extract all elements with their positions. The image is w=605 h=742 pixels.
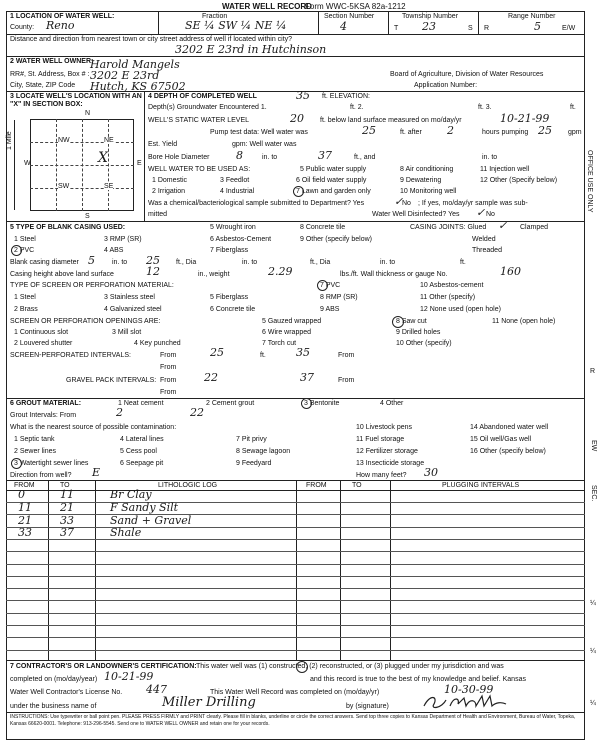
contamination-label: What is the nearest source of possible contamination: — [10, 424, 177, 431]
completed-label: completed on (mo/day/year) — [10, 676, 98, 683]
township-s: S — [468, 25, 473, 32]
sample-mark: ✓ — [394, 195, 404, 208]
bore-label: Bore Hole Diameter — [148, 154, 210, 161]
contam-abandoned[interactable]: 14 Abandoned water well — [470, 424, 549, 431]
log-rule — [6, 551, 585, 552]
screen-abs[interactable]: 9 ABS — [320, 306, 340, 313]
log-row-from[interactable]: 0 — [18, 488, 25, 501]
contam-cess[interactable]: 5 Cess pool — [120, 448, 157, 455]
blank-to-value[interactable]: 25 — [146, 254, 160, 267]
contam-insecticide[interactable]: 13 Insecticide storage — [356, 460, 425, 467]
screen-asbestos[interactable]: 10 Asbestos-cement — [420, 282, 484, 289]
form-title: WATER WELL RECORD — [222, 2, 312, 11]
perf-to-value[interactable]: 35 — [296, 346, 310, 359]
business-label: under the business name of — [10, 703, 97, 710]
depth-value[interactable]: 35 — [296, 89, 310, 102]
quadrant-sw: SW — [58, 183, 70, 190]
log-litho-header: LITHOLOGIC LOG — [158, 482, 218, 489]
gravel-label: GRAVEL PACK INTERVALS: — [66, 377, 157, 384]
form-number: Form WWC-5 — [305, 2, 354, 11]
use-feedlot[interactable]: 3 Feedlot — [220, 177, 250, 184]
ft-and-label: ft., and — [354, 154, 376, 161]
disinfected-label: Water Well Disinfected? Yes — [372, 211, 460, 218]
contam-lateral[interactable]: 4 Lateral lines — [120, 436, 164, 443]
opening-wire[interactable]: 6 Wire wrapped — [262, 329, 312, 336]
blank-dia-value[interactable]: 5 — [88, 254, 95, 267]
opening-key[interactable]: 4 Key punched — [134, 340, 181, 347]
log-row-desc[interactable]: Sand + Gravel — [110, 514, 192, 527]
blank-dia2-label: ft., Dia — [176, 259, 197, 266]
log-rule — [6, 600, 585, 601]
county-label: County: — [10, 24, 35, 31]
perf-from3-label: From — [160, 364, 177, 371]
pump-gpm[interactable]: 25 — [538, 124, 552, 137]
screen-pvc-circle — [317, 280, 328, 291]
casing-asbestos[interactable]: 6 Asbestos-Cement — [210, 236, 272, 243]
fraction-label: Fraction — [202, 13, 228, 20]
sample-question: Was a chemical/bacteriological sample submitted to Department? Yes — [148, 200, 365, 207]
grout-bentonite[interactable]: 3 Bentonite — [304, 400, 340, 407]
owner-value[interactable]: Harold Mangels — [90, 58, 180, 71]
blank-dia3-label: ft., Dia — [310, 259, 331, 266]
gravel-from-value[interactable]: 22 — [204, 371, 218, 384]
log-rule — [6, 613, 585, 614]
range-label: Range Number — [508, 13, 556, 20]
log-row-from[interactable]: 33 — [18, 526, 32, 539]
range-ew: E/W — [562, 25, 576, 32]
gpm-label: gpm — [568, 129, 582, 136]
use-oilfield[interactable]: 6 Oil field water supply — [296, 177, 367, 184]
signature — [420, 692, 510, 712]
opening-louvered[interactable]: 2 Louvered shutter — [14, 340, 73, 347]
log-rule — [6, 539, 585, 540]
use-monitoring[interactable]: 10 Monitoring well — [400, 188, 457, 195]
log-rule — [6, 527, 585, 528]
contam-lagoon[interactable]: 8 Sewage lagoon — [236, 448, 291, 455]
compass-w: W — [24, 160, 31, 167]
section-1-label: 1 LOCATION OF WATER WELL: — [10, 13, 115, 20]
screen-steel[interactable]: 1 Steel — [14, 294, 36, 301]
after-label: ft. after — [400, 129, 422, 136]
plug-header: PLUGGING INTERVALS — [442, 482, 520, 489]
log-rule — [6, 564, 585, 565]
casing-wrought[interactable]: 5 Wrought iron — [210, 224, 256, 231]
use-irrigation[interactable]: 2 Irrigation — [152, 188, 186, 195]
wall-value[interactable]: 160 — [500, 265, 521, 278]
section-number-label: Section Number — [324, 13, 375, 20]
quadrant-ne: NE — [104, 137, 114, 144]
sawcut-circle — [392, 316, 404, 328]
casing-fiberglass[interactable]: 7 Fiberglass — [210, 247, 249, 254]
opening-sawcut[interactable]: 8 Saw cut — [396, 318, 427, 325]
pump-test-label: Pump test data: Well water was — [210, 129, 308, 136]
grout-neat[interactable]: 1 Neat cement — [118, 400, 164, 407]
contam-other[interactable]: 16 Other (specify below) — [470, 448, 546, 455]
weight-value[interactable]: 2.29 — [268, 265, 293, 278]
in-to-label: in. to — [262, 154, 278, 161]
opening-drilled[interactable]: 9 Drilled holes — [396, 329, 441, 336]
casing-abs[interactable]: 4 ABS — [104, 247, 124, 254]
in-to2-label: in. to — [482, 154, 498, 161]
threaded-label[interactable]: Threaded — [472, 247, 502, 254]
city-value[interactable]: Hutch, KS 67502 — [90, 80, 186, 93]
blank-ft: ft. — [460, 259, 466, 266]
contam-seepage[interactable]: 6 Seepage pit — [120, 460, 164, 467]
mitted-label: mitted — [148, 211, 168, 218]
watertight-circle — [11, 458, 22, 469]
address-label: RR#, St. Address, Box # : — [10, 71, 90, 78]
sample-no[interactable]: No — [402, 200, 411, 207]
log-rule — [6, 502, 585, 503]
screen-none[interactable]: 12 None used (open hole) — [420, 306, 501, 313]
compass-n: N — [85, 110, 91, 117]
static-level-value[interactable]: 20 — [290, 112, 304, 125]
pvc-circle — [11, 245, 22, 256]
license-label: Water Well Contractor's License No. — [10, 689, 123, 696]
distance-value[interactable]: 3202 E 23rd in Hutchinson — [175, 43, 327, 56]
opening-gauzed[interactable]: 5 Gauzed wrapped — [262, 318, 322, 325]
side-ew: EW — [590, 440, 597, 452]
plug-to-header: TO — [352, 482, 362, 489]
wall-label: lbs./ft. Wall thickness or gauge No. — [340, 271, 448, 278]
section-6-label: 6 GROUT MATERIAL: — [10, 400, 82, 407]
license-value[interactable]: 447 — [146, 683, 167, 696]
log-rule — [6, 625, 585, 626]
record-label: This Water Well Record was completed on (mo/day/yr) — [210, 689, 380, 696]
screen-other[interactable]: 11 Other (specify) — [420, 294, 476, 301]
quadrant-se: SE — [104, 183, 114, 190]
height-value[interactable]: 12 — [146, 265, 160, 278]
side-r: R — [590, 368, 596, 375]
contam-watertight[interactable]: 3 Watertight sewer lines — [14, 460, 89, 467]
log-rule — [6, 637, 585, 638]
log-row-from[interactable]: 11 — [18, 501, 32, 514]
signature-label: by (signature) — [346, 703, 389, 710]
side-sec: SEC. — [590, 485, 597, 502]
static-mid-label: ft. below land surface measured on mo/day/yr — [320, 117, 462, 124]
contam-sewer[interactable]: 2 Sewer lines — [14, 448, 57, 455]
lawn-circle — [293, 186, 304, 197]
log-row-from[interactable]: 21 — [18, 514, 32, 527]
screen-rmp[interactable]: 8 RMP (SR) — [320, 294, 358, 301]
constructed-circle — [296, 661, 308, 673]
static-level-label: WELL'S STATIC WATER LEVEL — [148, 117, 250, 124]
groundwater-label: Depth(s) Groundwater Encountered 1. — [148, 104, 267, 111]
howmany-value[interactable]: 30 — [424, 466, 438, 479]
completed-value[interactable]: 10-21-99 — [104, 670, 154, 683]
county-value[interactable]: Reno — [46, 19, 75, 32]
contam-fertilizer[interactable]: 12 Fertilizer storage — [356, 448, 418, 455]
openings-label: SCREEN OR PERFORATION OPENINGS ARE: — [10, 318, 161, 325]
contam-oilgas[interactable]: 15 Oil well/Gas well — [470, 436, 532, 443]
office-use-label: OFFICE USE ONLY — [586, 150, 593, 213]
record-date-value[interactable]: 10-30-99 — [444, 683, 494, 696]
section-5-label: 5 TYPE OF BLANK CASING USED: — [10, 224, 126, 231]
gravel-from2-label: From — [338, 377, 355, 384]
use-domestic[interactable]: 1 Domestic — [152, 177, 188, 184]
opening-none[interactable]: 11 None (open hole) — [492, 318, 556, 325]
cert-text-2: and this record is true to the best of my knowledge and belief. Kansas — [310, 676, 526, 683]
screen-concrete[interactable]: 6 Concrete tile — [210, 306, 256, 313]
weight-label: in., weight — [198, 271, 230, 278]
glued-mark: ✓ — [498, 219, 508, 232]
section-4-label: 4 DEPTH OF COMPLETED WELL — [148, 93, 257, 100]
perf-from-value[interactable]: 25 — [210, 346, 224, 359]
use-injection[interactable]: 11 Injection well — [480, 166, 530, 173]
cert-text-1: This water well was (1) constructed, (2) reconstructed, or (3) plugged under my jurisdiction and was — [196, 663, 504, 670]
contam-fuel[interactable]: 11 Fuel storage — [356, 436, 405, 443]
grout-from-value[interactable]: 2 — [116, 406, 123, 419]
perf-from-label: From — [160, 352, 177, 359]
section-2-label: 2 WATER WELL OWNER: — [10, 58, 94, 65]
log-row-to[interactable]: 11 — [60, 488, 74, 501]
opening-mill[interactable]: 3 Mill slot — [112, 329, 142, 336]
location-mark: X — [98, 150, 108, 166]
screen-galvanized[interactable]: 4 Galvanized steel — [104, 306, 162, 313]
grout-other[interactable]: 4 Other — [380, 400, 404, 407]
casing-rmp[interactable]: 3 RMP (SR) — [104, 236, 142, 243]
instructions: INSTRUCTIONS: Use typewriter or ball point pen. PLEASE PRESS FIRMLY and PRINT clearly. Please fill in blanks, underline or circle the correct answers. Send top three copies to Kansas Department of Health and Environment, Bureau of Water, Topeka, Kansas 66620-0001. Telephone: 913-296-5545. Send one to WATER WELL OWNER and retain one for your records. — [10, 714, 576, 727]
log-row-desc[interactable]: Shale — [110, 526, 142, 539]
township-t: T — [394, 25, 399, 32]
groundwater-3: ft. 3. — [478, 104, 492, 111]
section-3-label: 3 LOCATE WELL'S LOCATION WITH AN "X" IN SECTION BOX: — [10, 93, 142, 108]
compass-s: S — [85, 213, 90, 220]
blank-in-to3: in. to — [380, 259, 396, 266]
range-value[interactable]: 5 — [534, 20, 541, 33]
fraction-value[interactable]: SE ¼ SW ¼ NE ¼ — [185, 19, 287, 32]
use-public[interactable]: 5 Public water supply — [300, 166, 367, 173]
elevation-label: ft. ELEVATION: — [322, 93, 370, 100]
contam-feedyard[interactable]: 9 Feedyard — [236, 460, 272, 467]
casing-other[interactable]: 9 Other (specify below) — [300, 236, 372, 243]
yield-label: Est. Yield — [148, 141, 178, 148]
address-value[interactable]: 3202 E 23rd — [90, 69, 160, 82]
gravel-from-label: From — [160, 377, 177, 384]
ksa-number: KSA 82a-1212 — [354, 2, 406, 11]
casing-pvc[interactable]: 2 PVC — [14, 247, 35, 254]
township-label: Township Number — [402, 13, 459, 20]
height-label: Casing height above land surface — [10, 271, 114, 278]
casing-concrete[interactable]: 8 Concrete tile — [300, 224, 346, 231]
bentonite-circle — [301, 398, 312, 409]
use-lawn[interactable]: 7 Lawn and garden only — [296, 188, 371, 195]
pump-hours[interactable]: 2 — [447, 124, 454, 137]
use-industrial[interactable]: 4 Industrial — [220, 188, 255, 195]
screen-label: TYPE OF SCREEN OR PERFORATION MATERIAL: — [10, 282, 174, 289]
clamped-label[interactable]: Clamped — [520, 224, 549, 231]
contam-privy[interactable]: 7 Pit privy — [236, 436, 267, 443]
business-value[interactable]: Miller Drilling — [162, 695, 256, 710]
screen-pvc[interactable]: 7 PVC — [320, 282, 341, 289]
direction-value[interactable]: E — [92, 466, 101, 479]
welded-label[interactable]: Welded — [472, 236, 496, 243]
howmany-label: How many feet? — [356, 472, 407, 479]
gravel-to-value[interactable]: 37 — [300, 371, 314, 384]
grout-intervals-label: Grout Intervals: From — [10, 412, 77, 419]
opening-torch[interactable]: 7 Torch cut — [262, 340, 297, 347]
direction-label: Direction from well? — [10, 472, 72, 479]
distance-label: Distance and direction from nearest town or city street address of well if located within city? — [10, 36, 293, 43]
bore-diameter[interactable]: 8 — [236, 149, 243, 162]
hours-pumping-label: hours pumping — [482, 129, 529, 136]
perf-ft-to: ft. — [260, 352, 266, 359]
gravel-from3-label: From — [160, 389, 177, 396]
screen-fiberglass[interactable]: 5 Fiberglass — [210, 294, 249, 301]
contam-septic[interactable]: 1 Septic tank — [14, 436, 55, 443]
grout-to-value[interactable]: 22 — [190, 406, 204, 419]
grout-cement[interactable]: 2 Cement grout — [206, 400, 255, 407]
side-q3: ¼ — [590, 700, 596, 707]
blank-dia-label: Blank casing diameter — [10, 259, 79, 266]
blank-in-to: in. to — [112, 259, 128, 266]
application-label: Application Number: — [414, 82, 478, 89]
static-date-value[interactable]: 10-21-99 — [500, 112, 550, 125]
township-value[interactable]: 23 — [422, 20, 436, 33]
log-rule — [6, 588, 585, 589]
casing-steel[interactable]: 1 Steel — [14, 236, 36, 243]
quadrant-nw: NW — [58, 137, 70, 144]
log-row-desc[interactable]: Br Clay — [110, 488, 152, 501]
disinfected-mark: ✓ — [476, 206, 486, 219]
log-row-to[interactable]: 33 — [60, 514, 74, 527]
log-row-to[interactable]: 37 — [60, 526, 74, 539]
perf-from2-label: From — [338, 352, 355, 359]
compass-e: E — [137, 160, 142, 167]
log-from-header: FROM — [14, 482, 35, 489]
groundwater-ft: ft. — [570, 104, 576, 111]
disinfected-no[interactable]: No — [486, 211, 495, 218]
yield-mid-label: gpm: Well water was — [232, 141, 297, 148]
sample-tail: ; If yes, mo/day/yr sample was sub- — [418, 200, 528, 207]
log-rule — [6, 650, 585, 651]
screen-brass[interactable]: 2 Brass — [14, 306, 38, 313]
log-row-desc[interactable]: F Sandy Silt — [110, 501, 179, 514]
log-rule — [6, 576, 585, 577]
board-label: Board of Agriculture, Division of Water Resources — [390, 71, 544, 78]
city-label: City, State, ZIP Code — [10, 82, 76, 89]
opening-continuous[interactable]: 1 Continuous slot — [14, 329, 69, 336]
range-r: R — [484, 25, 490, 32]
screen-stainless[interactable]: 3 Stainless steel — [104, 294, 155, 301]
side-q1: ¼ — [590, 600, 596, 607]
bore-to[interactable]: 37 — [318, 149, 332, 162]
section-number-value[interactable]: 4 — [340, 20, 347, 33]
opening-other[interactable]: 10 Other (specify) — [396, 340, 452, 347]
pump-value[interactable]: 25 — [362, 124, 376, 137]
contam-livestock[interactable]: 10 Livestock pens — [356, 424, 413, 431]
log-rule — [6, 514, 585, 515]
use-other[interactable]: 12 Other (Specify below) — [480, 177, 558, 184]
use-air[interactable]: 8 Air conditioning — [400, 166, 454, 173]
perf-label: SCREEN-PERFORATED INTERVALS: — [10, 352, 131, 359]
use-label: WELL WATER TO BE USED AS: — [148, 166, 251, 173]
mile-label: 1 Mile — [6, 131, 13, 150]
log-row-to[interactable]: 21 — [60, 501, 74, 514]
plug-from-header: FROM — [306, 482, 327, 489]
side-q2: ¼ — [590, 648, 596, 655]
section-7-label: 7 CONTRACTOR'S OR LANDOWNER'S CERTIFICATION: — [10, 663, 197, 670]
log-to-header: TO — [60, 482, 70, 489]
groundwater-2: ft. 2. — [350, 104, 364, 111]
casing-joints-label: CASING JOINTS: Glued — [410, 224, 487, 231]
blank-in-to2: in. to — [242, 259, 258, 266]
use-dewatering[interactable]: 9 Dewatering — [400, 177, 442, 184]
